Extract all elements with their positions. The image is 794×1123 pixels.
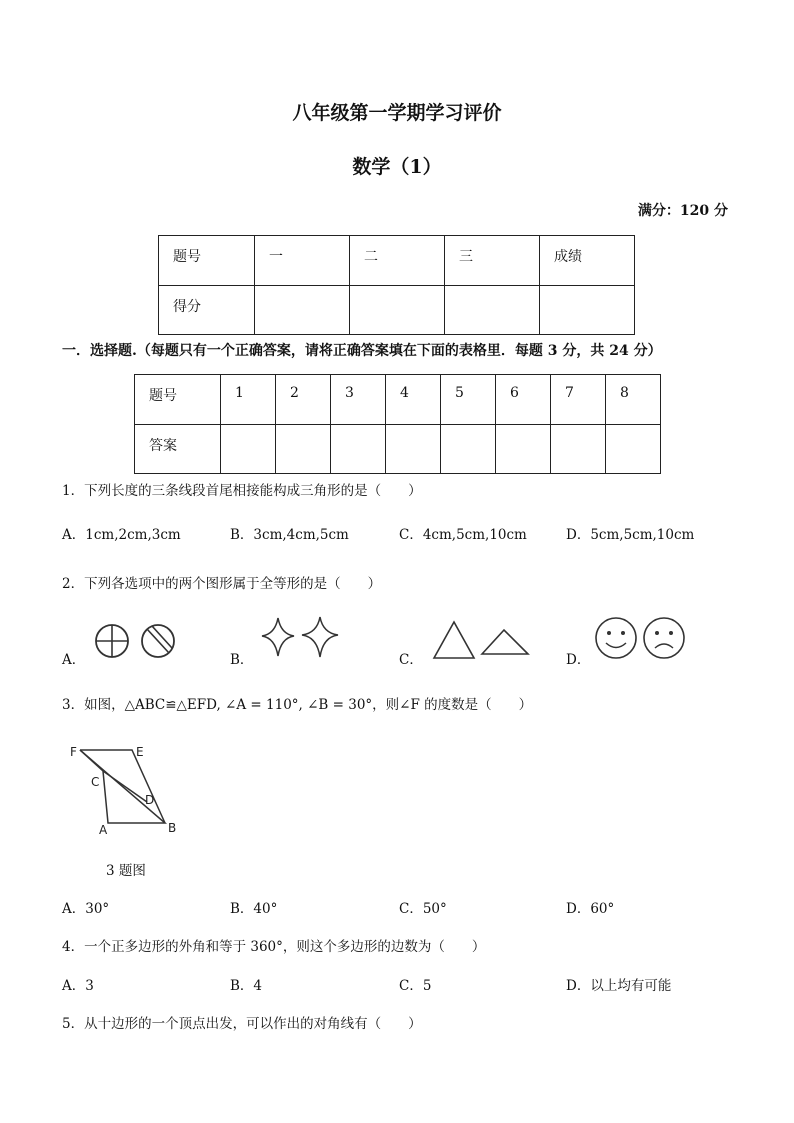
q3-geometry-figure (64, 740, 186, 840)
answer-cell[interactable] (386, 425, 441, 474)
answer-cell[interactable] (221, 425, 276, 474)
score-header-cell: 题号 (159, 236, 255, 286)
q1-option-a: A．1cm,2cm,3cm (62, 527, 181, 543)
answer-table (134, 374, 661, 474)
question-3-text: 3．如图，△ABC≌△EFD, ∠A = 110°, ∠B = 30°，则∠F 的度数是（ ） (62, 697, 533, 713)
answer-cell[interactable] (441, 425, 496, 474)
section-heading: 一．选择题.（每题只有一个正确答案，请将正确答案填在下面的表格里．每题 3 分，共 24 分） (62, 343, 662, 359)
q4-option-a: A．3 (62, 978, 94, 994)
question-5-text: 5．从十边形的一个顶点出发，可以作出的对角线有（ ） (62, 1016, 422, 1032)
q1-option-b: B．3cm,4cm,5cm (230, 527, 349, 543)
full-marks: 满分：120 分 (637, 203, 728, 219)
q2-figure-c-triangles (428, 616, 532, 662)
score-row-label: 得分 (159, 286, 255, 335)
score-header-cell: 三 (445, 236, 540, 286)
q2-figure-a-circles (90, 620, 180, 662)
page-subtitle: 数学（1） (352, 156, 442, 178)
answer-cell[interactable] (331, 425, 386, 474)
answer-cell[interactable] (496, 425, 551, 474)
q2-option-c: C． (399, 652, 423, 668)
q2-figure-d-faces (594, 615, 688, 661)
label-b: B (168, 821, 177, 835)
q3-option-c: C．50° (399, 901, 447, 917)
score-cell[interactable] (445, 286, 540, 335)
label-d: D (145, 793, 155, 807)
answer-number: 7 (551, 375, 606, 425)
answer-number: 1 (221, 375, 276, 425)
answer-number: 8 (606, 375, 661, 425)
q3-option-d: D．60° (566, 901, 615, 917)
label-c: C (91, 775, 100, 789)
score-cell[interactable] (350, 286, 445, 335)
score-header-cell: 二 (350, 236, 445, 286)
answer-number: 2 (276, 375, 331, 425)
label-a: A (99, 823, 108, 837)
score-cell[interactable] (255, 286, 350, 335)
question-4-text: 4．一个正多边形的外角和等于 360°，则这个多边形的边数为（ ） (62, 939, 486, 955)
q3-figure-caption: 3 题图 (106, 863, 146, 879)
answer-number: 6 (496, 375, 551, 425)
q3-option-a: A．30° (62, 901, 110, 917)
q3-option-b: B．40° (230, 901, 278, 917)
answer-cell[interactable] (551, 425, 606, 474)
q1-option-c: C．4cm,5cm,10cm (399, 527, 527, 543)
answer-number: 3 (331, 375, 386, 425)
label-e: E (136, 745, 144, 759)
answer-row-label: 答案 (135, 425, 221, 474)
answer-cell[interactable] (606, 425, 661, 474)
score-cell[interactable] (540, 286, 635, 335)
q4-option-c: C．5 (399, 978, 432, 994)
question-2-text: 2．下列各选项中的两个图形属于全等形的是（ ） (62, 576, 382, 592)
answer-number: 5 (441, 375, 496, 425)
q1-option-d: D．5cm,5cm,10cm (566, 527, 695, 543)
answer-cell[interactable] (276, 425, 331, 474)
q2-figure-b-stars (256, 614, 344, 662)
question-1-text: 1．下列长度的三条线段首尾相接能构成三角形的是（ ） (62, 483, 422, 499)
answer-header-label: 题号 (135, 375, 221, 425)
score-header-cell: 成绩 (540, 236, 635, 286)
score-table (158, 235, 635, 335)
q4-option-b: B．4 (230, 978, 263, 994)
page-title: 八年级第一学期学习评价 (292, 102, 502, 124)
q2-option-a: A． (62, 652, 86, 668)
score-header-cell: 一 (255, 236, 350, 286)
q2-option-d: D． (566, 652, 591, 668)
q2-option-b: B． (230, 652, 254, 668)
q4-option-d: D．以上均有可能 (566, 978, 672, 994)
answer-number: 4 (386, 375, 441, 425)
label-f: F (70, 745, 77, 759)
